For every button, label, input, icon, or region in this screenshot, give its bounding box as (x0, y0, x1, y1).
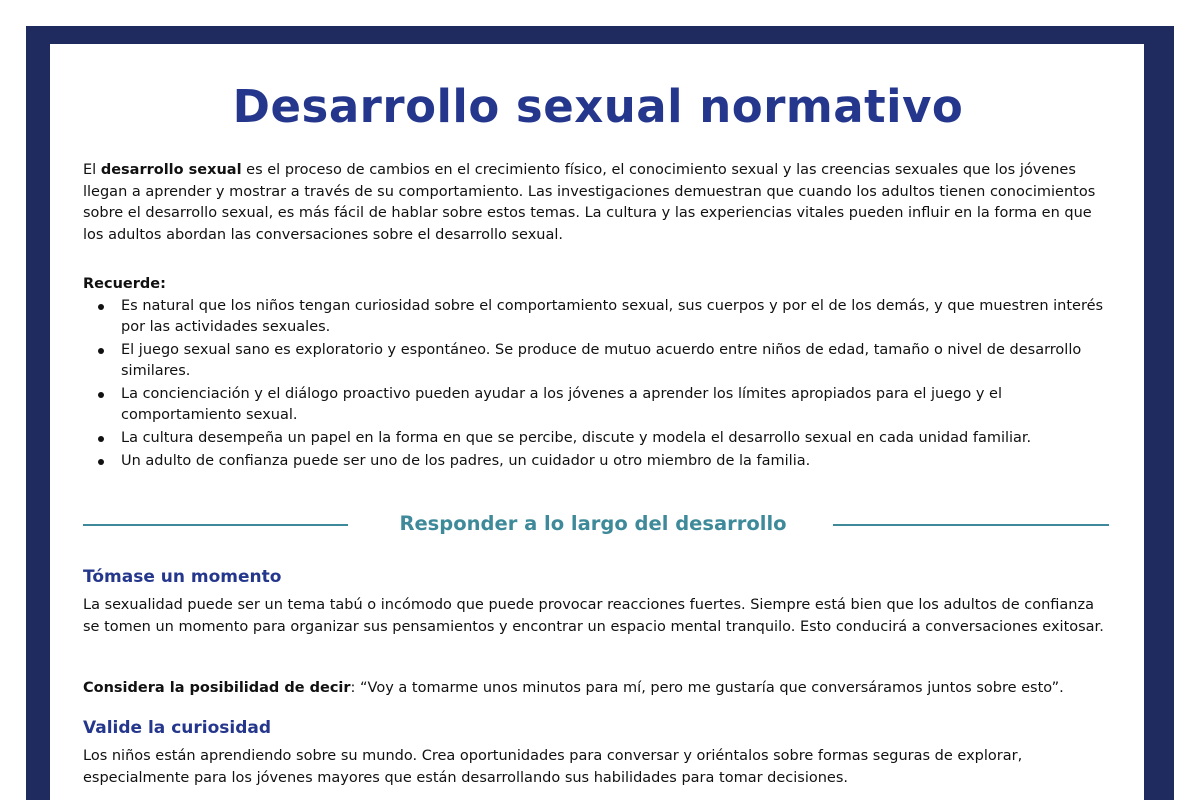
page-title: Desarrollo sexual normativo (232, 80, 964, 133)
consider-paragraph (83, 678, 1113, 700)
consider-quote: : “Voy a tomarme unos minutos para mí, pero me gustaría que conversáramos juntos sobre esto”. (350, 680, 1064, 696)
moment-paragraph: La sexualidad puede ser un tema tabú o incómodo que puede provocar reacciones fuertes. Siempre está bien que los adultos de confianza se tomen un momento para organizar sus pensamientos y encontrar un espacio mental tranquilo. Esto conducirá a conversaciones exitosar. (83, 597, 1104, 635)
list-item (83, 340, 1113, 382)
list-item-text: El juego sexual sano es exploratorio y espontáneo. Se produce de mutuo acuerdo entre niños de edad, tamaño o nivel de desarrollo similares. (121, 342, 1082, 379)
intro-bold-term: desarrollo sexual (100, 162, 242, 178)
bullet-icon (98, 392, 104, 398)
curiosity-heading: Valide la curiosidad (83, 718, 272, 738)
bullet-icon (98, 348, 104, 354)
list-item-text: Es natural que los niños tengan curiosidad sobre el comportamiento sexual, sus cuerpos y por el de los demás, y que muestren interés por las actividades sexuales. (121, 298, 1104, 335)
intro-rest: es el proceso de cambios en el crecimiento físico, el conocimiento sexual y las creencias sexuales que los jóvenes llegan a aprender y mostrar a través de su comportamiento. Las investigaciones demuestran que cuando los adultos tienen conocimientos sobre el desarrollo sexual, es más fácil de hablar sobre estos temas. La cultura y las experiencias vitales pueden influir en la forma en que los adultos abordan las conversaciones sobre el desarrollo sexual. (83, 162, 1096, 243)
list-item (83, 384, 1113, 426)
curiosity-paragraph: Los niños están aprendiendo sobre su mundo. Crea oportunidades para conversar y oriéntalos sobre formas seguras de explorar, especialmente para los jóvenes mayores que están desarrollando sus habilidades para tomar decisiones. (83, 748, 1023, 786)
bullet-icon (98, 459, 104, 465)
intro-paragraph (83, 160, 1113, 246)
section-heading: Responder a lo largo del desarrollo (399, 512, 787, 535)
document-page (50, 44, 1144, 800)
intro-prefix: El (83, 162, 101, 178)
bullet-icon (98, 304, 104, 310)
section-divider-right (833, 524, 1109, 526)
consider-label: Considera la posibilidad de decir (83, 680, 351, 696)
list-item (83, 428, 1113, 449)
remember-heading: Recuerde: (83, 276, 166, 292)
remember-list (83, 296, 1113, 474)
list-item-text: La concienciación y el diálogo proactivo pueden ayudar a los jóvenes a aprender los límites apropiados para el juego y el comportamiento sexual. (121, 386, 1002, 423)
list-item-text: La cultura desempeña un papel en la forma en que se percibe, discute y modela el desarrollo sexual en cada unidad familiar. (121, 430, 1032, 446)
bullet-icon (98, 436, 104, 442)
section-divider-left (83, 524, 348, 526)
list-item (83, 296, 1113, 338)
moment-heading: Tómase un momento (83, 567, 282, 587)
list-item-text: Un adulto de confianza puede ser uno de los padres, un cuidador u otro miembro de la familia. (121, 453, 811, 469)
list-item (83, 451, 1113, 472)
